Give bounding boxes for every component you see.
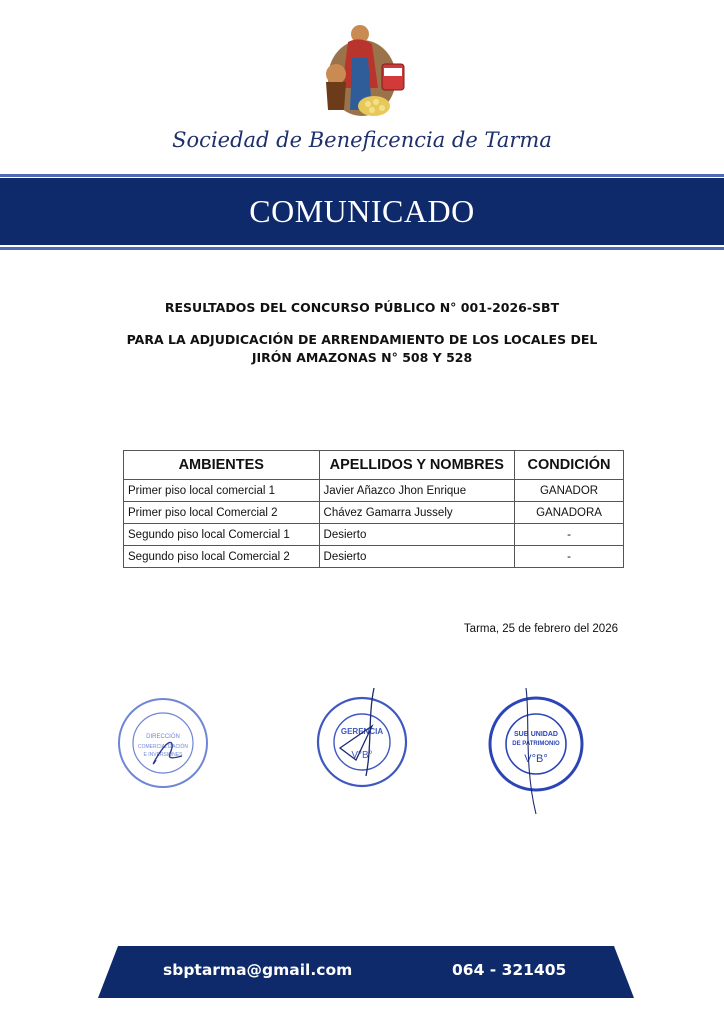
footer-email: sbptarma@gmail.com bbox=[163, 961, 353, 979]
svg-text:GERENCIA: GERENCIA bbox=[340, 727, 384, 736]
cell-ambiente: Primer piso local comercial 1 bbox=[124, 480, 320, 502]
results-table bbox=[123, 450, 624, 568]
cell-condicion: - bbox=[515, 546, 624, 568]
cell-nombre: Desierto bbox=[319, 546, 515, 568]
column-header-ambientes: AMBIENTES bbox=[124, 451, 320, 480]
organization-name: Sociedad de Beneficencia de Tarma bbox=[172, 128, 552, 152]
cell-ambiente: Segundo piso local Comercial 2 bbox=[124, 546, 320, 568]
banner-title: COMUNICADO bbox=[249, 193, 475, 229]
table-row bbox=[124, 502, 624, 524]
svg-text:SUB UNIDAD: SUB UNIDAD bbox=[514, 731, 558, 738]
cell-condicion: GANADOR bbox=[515, 480, 624, 502]
svg-text:V°B°: V°B° bbox=[524, 753, 548, 765]
cell-nombre: Javier Añazco Jhon Enrique bbox=[319, 480, 515, 502]
heading-results: RESULTADOS DEL CONCURSO PÚBLICO N° 001-2026-SBT bbox=[164, 300, 560, 315]
cell-condicion: - bbox=[515, 524, 624, 546]
svg-text:COMERCIALIZACIÓN: COMERCIALIZACIÓN bbox=[137, 744, 189, 750]
table-header-row bbox=[124, 451, 624, 480]
patrimonio-stamp bbox=[484, 686, 588, 816]
cell-nombre: Desierto bbox=[319, 524, 515, 546]
column-header-condicion: CONDICIÓN bbox=[515, 451, 624, 480]
cell-condicion: GANADORA bbox=[515, 502, 624, 524]
heading-adjudication: PARA LA ADJUDICACIÓN DE ARRENDAMIENTO DE LOS LOCALES DEL bbox=[126, 332, 598, 347]
table-row bbox=[124, 524, 624, 546]
title-banner bbox=[0, 178, 724, 245]
svg-text:DIRECCIÓN: DIRECCIÓN bbox=[146, 734, 180, 740]
svg-text:DE PATRIMONIO: DE PATRIMONIO bbox=[512, 741, 560, 747]
banner-accent-line-top bbox=[0, 174, 724, 177]
cell-ambiente: Segundo piso local Comercial 1 bbox=[124, 524, 320, 546]
cell-nombre: Chávez Gamarra Jussely bbox=[319, 502, 515, 524]
table-row bbox=[124, 546, 624, 568]
cell-ambiente: Primer piso local Comercial 2 bbox=[124, 502, 320, 524]
gerencia-stamp bbox=[312, 686, 412, 790]
date-line: Tarma, 25 de febrero del 2026 bbox=[463, 623, 618, 635]
svg-text:V°B°: V°B° bbox=[351, 750, 373, 761]
coat-of-arms-logo bbox=[312, 18, 412, 122]
banner-accent-line-bottom bbox=[0, 247, 724, 250]
column-header-apellidos-nombres: APELLIDOS Y NOMBRES bbox=[319, 451, 515, 480]
heading-address: JIRÓN AMAZONAS N° 508 Y 528 bbox=[251, 350, 473, 365]
direccion-stamp bbox=[116, 696, 210, 790]
svg-text:E INVERSIONES: E INVERSIONES bbox=[143, 752, 183, 758]
footer-band bbox=[0, 946, 724, 998]
table-row bbox=[124, 480, 624, 502]
footer-phone: 064 - 321405 bbox=[452, 961, 567, 979]
